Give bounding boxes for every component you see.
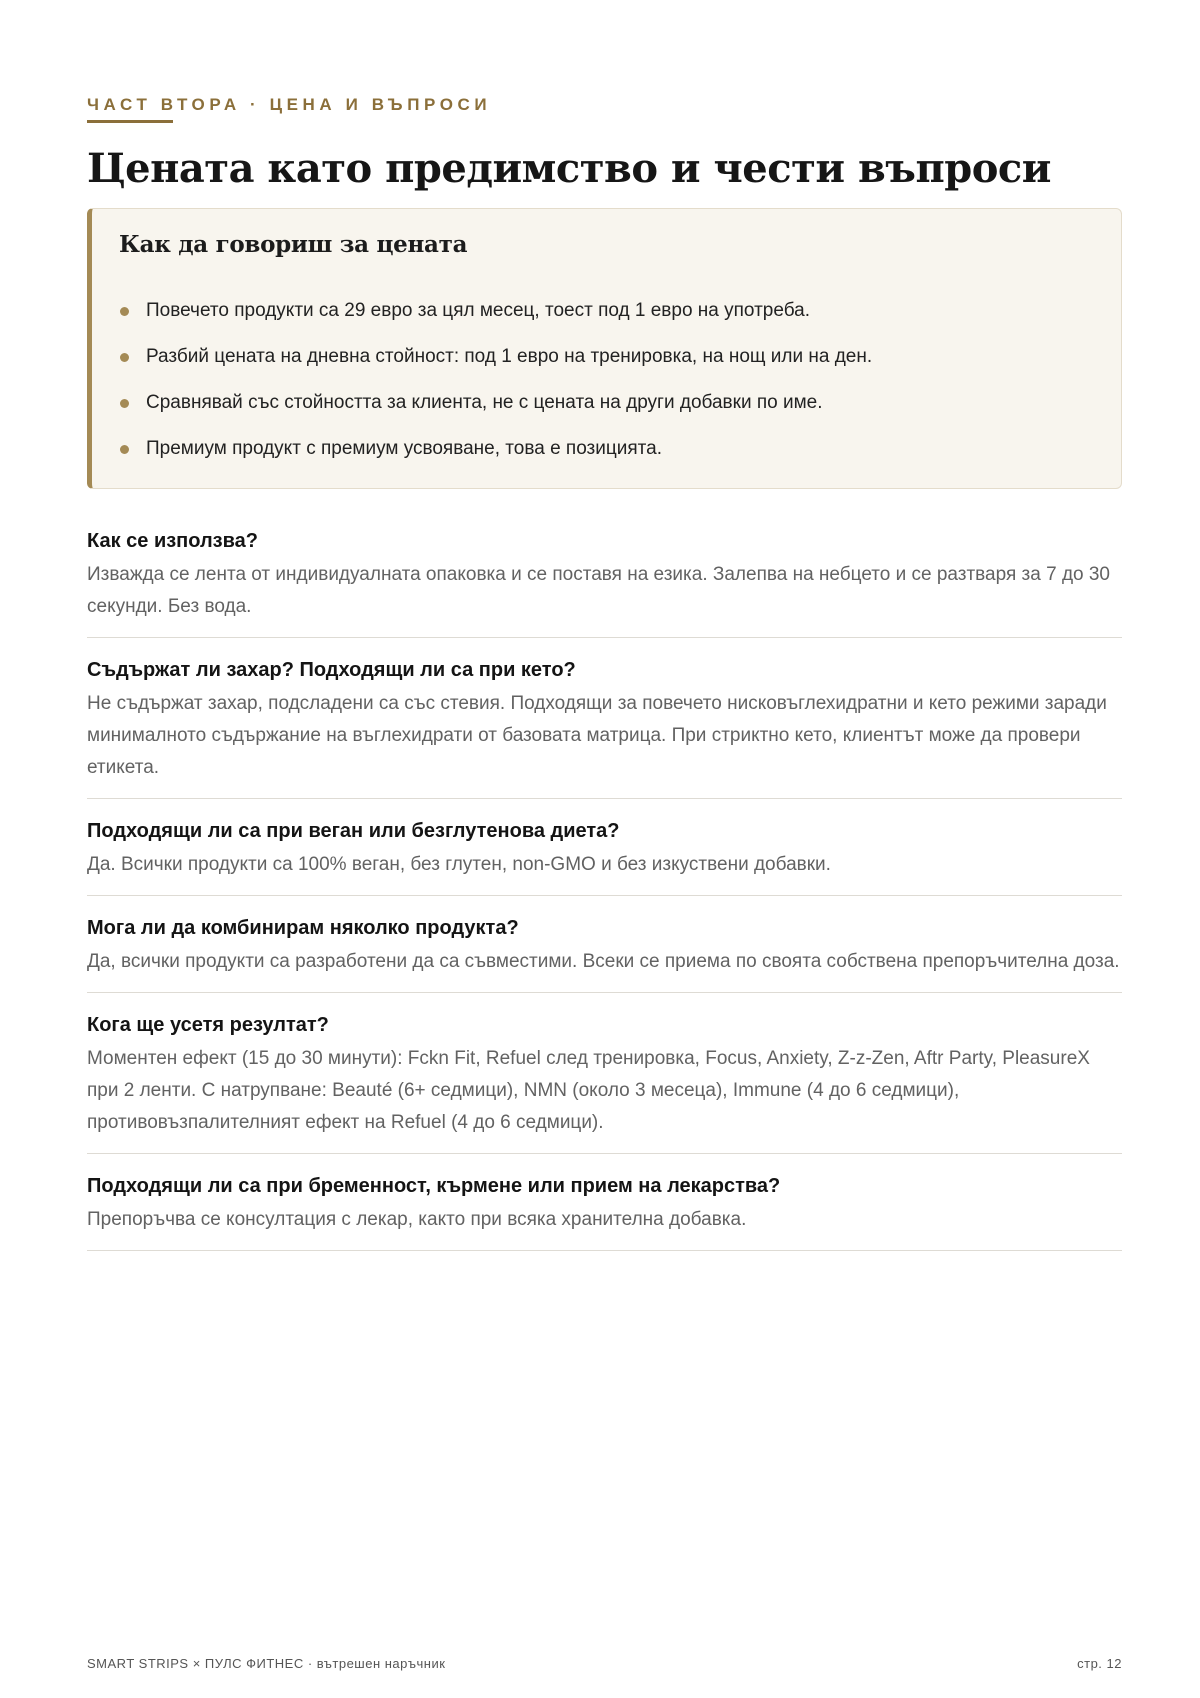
- callout-title: Как да говориш за цената: [119, 231, 468, 258]
- faq-item: [87, 993, 1122, 1154]
- bullet-dot-icon: [120, 399, 129, 408]
- faq-answer: Изважда се лента от индивидуалната опаковка и се поставя на езика. Залепва на небцето и се разтваря за 7 до 30 секунди. Без вода.: [87, 564, 1111, 617]
- callout-bullet: [119, 426, 1109, 472]
- callout-bullet-text: Сравнявай със стойността за клиента, не с цената на други добавки по име.: [146, 392, 823, 413]
- faq-question: Мога ли да комбинирам няколко продукта?: [87, 917, 519, 939]
- footer-document-name: SMART STRIPS × ПУЛС ФИТНЕС · вътрешен наръчник: [87, 1656, 446, 1671]
- faq-answer: Да, всички продукти са разработени да са съвместими. Всеки се приема по своята собствена препоръчителна доза.: [87, 951, 1120, 972]
- faq-answer: Да. Всички продукти са 100% веган, без глутен, non-GMO и без изкуствени добавки.: [87, 854, 831, 875]
- bullet-dot-icon: [120, 307, 129, 316]
- faq-answer: Не съдържат захар, подсладени са със стевия. Подходящи за повечето нисковъглехидратни и кето режими заради минималното съдържание на въглехидрати от базовата матрица. При стриктно кето, клиентът може да провери етикета.: [87, 693, 1107, 778]
- faq-item: [87, 799, 1122, 896]
- callout-bullet: [119, 288, 1109, 334]
- faq-item: [87, 638, 1122, 799]
- callout-bullet-text: Повечето продукти са 29 евро за цял месец, тоест под 1 евро на употреба.: [146, 300, 810, 321]
- faq-item: [87, 896, 1122, 993]
- faq-question: Подходящи ли са при веган или безглутенова диета?: [87, 820, 620, 842]
- faq-question: Подходящи ли са при бременност, кърмене или прием на лекарства?: [87, 1175, 781, 1197]
- faq-question: Съдържат ли захар? Подходящи ли са при кето?: [87, 659, 576, 681]
- callout-bullet-text: Разбий цената на дневна стойност: под 1 евро на тренировка, на нощ или на ден.: [146, 346, 873, 367]
- callout-bullet-list: [119, 288, 1109, 472]
- bullet-dot-icon: [120, 445, 129, 454]
- footer-page-number: стр. 12: [1077, 1656, 1122, 1671]
- faq-question: Кога ще усетя резултат?: [87, 1014, 329, 1036]
- faq-answer: Моментен ефект (15 до 30 минути): Fckn Fit, Refuel след тренировка, Focus, Anxiety, Z-z-Zen, Aftr Party, PleasureX при 2 ленти. С натрупване: Beauté (6+ седмици), NMN (около 3 месеца), Immune (4 до 6 седмици), противовъзпалителният ефект на Refuel (4 до 6 седмици).: [87, 1048, 1090, 1133]
- faq-answer: Препоръчва се консултация с лекар, както при всяка хранителна добавка.: [87, 1209, 747, 1230]
- faq-item: [87, 1154, 1122, 1251]
- callout-bullet-text: Премиум продукт с премиум усвояване, това е позицията.: [146, 438, 662, 459]
- eyebrow-underline: [87, 120, 173, 123]
- bullet-dot-icon: [120, 353, 129, 362]
- faq-list: [87, 517, 1122, 1251]
- page-title: Цената като предимство и чести въпроси: [87, 145, 1051, 192]
- callout-bullet: [119, 380, 1109, 426]
- faq-item: [87, 517, 1122, 638]
- price-tips-callout: [87, 208, 1122, 489]
- callout-bullet: [119, 334, 1109, 380]
- faq-question: Как се използва?: [87, 530, 258, 552]
- section-eyebrow: ЧАСТ ВТОРА · ЦЕНА И ВЪПРОСИ: [87, 95, 492, 114]
